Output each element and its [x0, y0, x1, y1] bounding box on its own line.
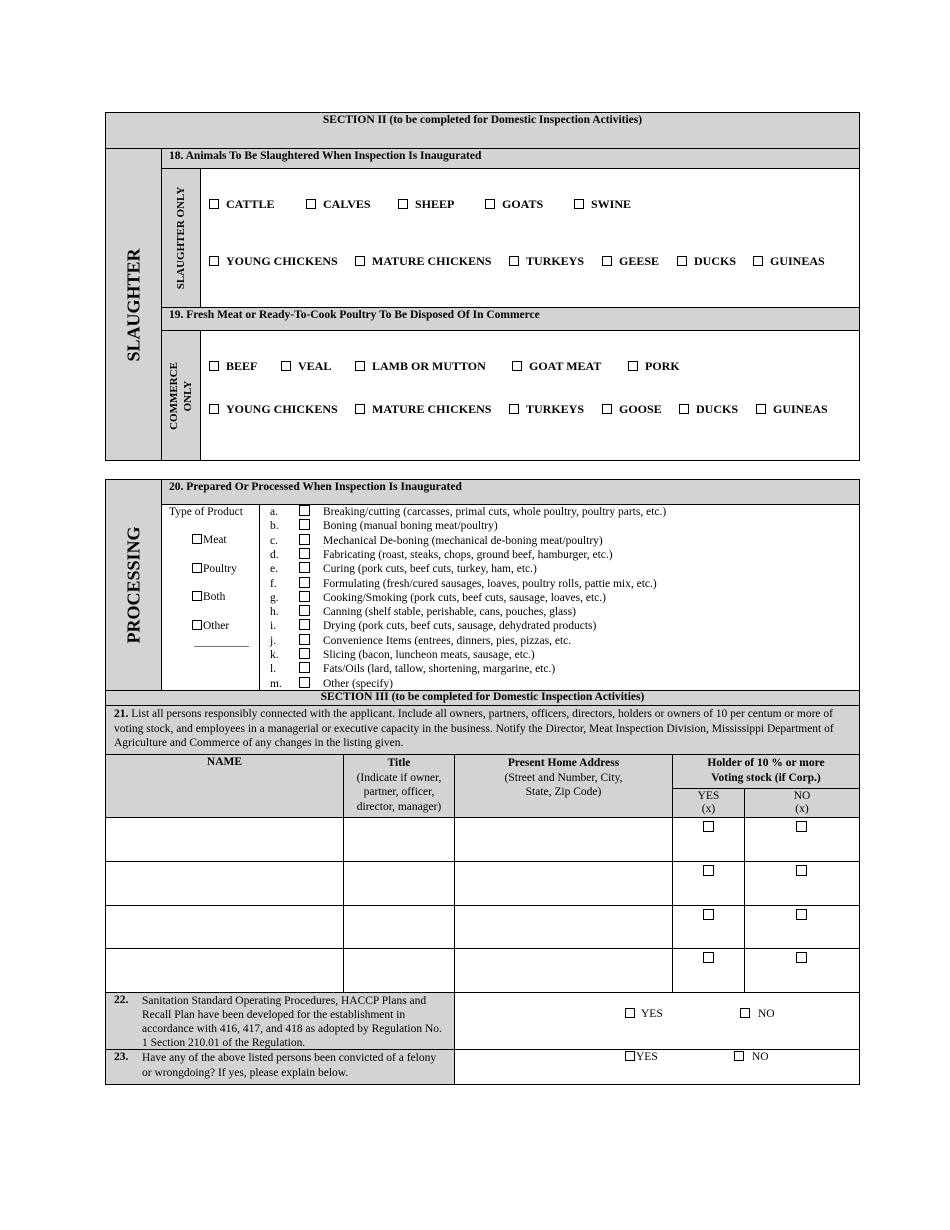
process-item-label: Drying (pork cuts, beef cuts, sausage, dehydrated products) — [323, 620, 597, 633]
col-no-cell — [745, 790, 859, 816]
checkbox[interactable] — [306, 199, 316, 209]
process-item[interactable] — [270, 534, 603, 547]
processing-label: PROCESSING — [123, 526, 143, 644]
slaughter-sidebar — [105, 148, 162, 461]
option-young-chickens[interactable] — [209, 254, 338, 269]
col-no-label: NO — [793, 790, 811, 802]
process-item-letter: c. — [270, 534, 278, 547]
type-other[interactable] — [192, 620, 229, 632]
option-label: Other — [203, 620, 230, 632]
option-label: DUCKS — [694, 254, 737, 268]
option-pork[interactable] — [628, 359, 680, 374]
col-yes-label: YES — [697, 790, 720, 802]
checkbox[interactable] — [677, 256, 687, 266]
person-no-cell — [744, 817, 860, 862]
process-item-letter: j. — [270, 634, 277, 647]
person-no-cell — [744, 861, 860, 906]
checkbox[interactable] — [796, 952, 807, 963]
q18-title-bar — [161, 148, 860, 169]
process-item-letter: d. — [270, 548, 279, 561]
q23-yes-option[interactable] — [625, 1051, 658, 1063]
col-name-label: NAME — [206, 756, 243, 768]
q20-title: 20. Prepared Or Processed When Inspection Is Inaugurated — [169, 481, 462, 493]
q19-title-bar — [161, 307, 860, 331]
q19-title: 19. Fresh Meat or Ready-To-Cook Poultry To Be Disposed Of In Commerce — [169, 309, 540, 321]
col-address-label: Present Home Address — [507, 757, 620, 769]
process-item-letter: i. — [270, 620, 277, 633]
option-cattle[interactable] — [209, 197, 274, 212]
option-label: GOAT MEAT — [529, 359, 602, 373]
q19-options-box — [200, 330, 860, 461]
person-name-cell[interactable] — [105, 817, 344, 862]
col-yes-cell — [673, 790, 744, 816]
checkbox[interactable] — [299, 505, 310, 516]
checkbox[interactable] — [703, 821, 714, 832]
checkbox[interactable] — [796, 865, 807, 876]
q23-text: Have any of the above listed persons been convicted of a felony or wrongdoing? If yes, please explain below. — [142, 1052, 437, 1079]
person-title-cell[interactable] — [343, 817, 455, 862]
option-geese[interactable] — [602, 254, 659, 269]
col-yes-header — [672, 788, 745, 818]
slaughter-label: SLAUGHTER — [123, 247, 143, 362]
option-ducks-commerce[interactable] — [679, 402, 738, 417]
checkbox[interactable] — [299, 534, 310, 545]
checkbox[interactable] — [625, 1051, 635, 1061]
col-title-sub: (Indicate if owner, partner, officer, director, manager) — [356, 771, 442, 813]
col-holder-header — [672, 754, 860, 789]
process-item-letter: g. — [270, 591, 279, 604]
process-item-letter: h. — [270, 606, 279, 619]
col-holder-label: Holder of 10 % or more Voting stock (if Corp.) — [707, 757, 825, 784]
q22-answer-box — [454, 992, 860, 1050]
option-label: PORK — [645, 359, 680, 373]
checkbox[interactable] — [299, 662, 310, 673]
process-item[interactable] — [270, 577, 657, 590]
process-item-letter: f. — [270, 577, 277, 590]
option-label: NO — [752, 1051, 769, 1063]
process-item[interactable] — [270, 548, 613, 561]
process-item-label: Convenience Items (entrees, dinners, pies, pizzas, etc. — [323, 634, 572, 647]
process-item-label: Mechanical De-boning (mechanical de-boning meat/poultry) — [323, 534, 603, 547]
q18-title: 18. Animals To Be Slaughtered When Inspection Is Inaugurated — [169, 150, 482, 162]
process-item[interactable] — [270, 591, 606, 604]
checkbox[interactable] — [355, 256, 365, 266]
option-mature-chickens-commerce[interactable] — [355, 402, 491, 417]
q21-instructions-box — [105, 705, 860, 755]
type-of-product-header: Type of Product — [169, 506, 243, 518]
checkbox[interactable] — [355, 404, 365, 414]
person-yes-cell — [672, 861, 745, 906]
option-goats[interactable] — [485, 197, 543, 212]
option-ducks[interactable] — [677, 254, 736, 269]
option-label: TURKEYS — [526, 402, 585, 416]
process-item-label: Cooking/Smoking (pork cuts, beef cuts, sausage, loaves, etc.) — [323, 591, 606, 604]
option-sheep[interactable] — [398, 197, 454, 212]
option-goat-meat[interactable] — [512, 359, 601, 374]
option-label: CALVES — [323, 197, 371, 211]
option-label: MATURE CHICKENS — [372, 402, 492, 416]
checkbox[interactable] — [355, 361, 365, 371]
checkbox[interactable] — [602, 256, 612, 266]
col-title-cell — [344, 756, 454, 814]
option-turkeys-commerce[interactable] — [509, 402, 584, 417]
process-item[interactable] — [270, 519, 498, 532]
person-name-cell[interactable] — [105, 861, 344, 906]
checkbox[interactable] — [281, 361, 291, 371]
process-item[interactable] — [270, 505, 666, 518]
option-label: TURKEYS — [526, 254, 585, 268]
checkbox[interactable] — [192, 563, 202, 573]
process-item-label: Fats/Oils (lard, tallow, shortening, margarine, etc.) — [323, 663, 556, 676]
option-label: GOATS — [502, 197, 544, 211]
option-label: GUINEAS — [773, 402, 828, 416]
person-address-cell[interactable] — [454, 905, 673, 950]
section3-header-bar — [105, 690, 860, 706]
option-label: Poultry — [203, 563, 237, 575]
option-veal[interactable] — [281, 359, 331, 374]
option-lamb-or-mutton[interactable] — [355, 359, 486, 374]
option-label: YOUNG CHICKENS — [226, 402, 338, 416]
col-no-header — [744, 788, 860, 818]
process-item[interactable] — [270, 619, 596, 632]
checkbox[interactable] — [209, 199, 219, 209]
col-address-cell — [455, 756, 672, 800]
person-title-cell[interactable] — [343, 905, 455, 950]
q19-side-label-box — [161, 330, 201, 461]
process-item-label: Boning (manual boning meat/poultry) — [323, 520, 498, 533]
option-young-chickens-commerce[interactable] — [209, 402, 338, 417]
q22-number: 22. — [114, 994, 129, 1006]
checkbox[interactable] — [209, 256, 219, 266]
option-label: BEEF — [226, 359, 258, 373]
process-item-letter: a. — [270, 506, 278, 518]
person-yes-cell — [672, 948, 745, 993]
type-both[interactable] — [192, 591, 225, 603]
processing-sidebar — [105, 479, 162, 691]
process-item[interactable] — [270, 662, 555, 675]
checkbox[interactable] — [192, 591, 202, 601]
col-address-header — [454, 754, 673, 818]
checkbox[interactable] — [192, 620, 202, 630]
type-meat[interactable] — [192, 534, 227, 546]
col-no-x: (x) — [795, 803, 809, 815]
checkbox[interactable] — [703, 952, 714, 963]
option-label: SHEEP — [415, 197, 455, 211]
checkbox[interactable] — [299, 519, 310, 530]
q21-instructions — [106, 706, 859, 751]
checkbox[interactable] — [740, 1008, 750, 1018]
q23-no-option[interactable] — [734, 1051, 769, 1063]
option-label: SWINE — [591, 197, 632, 211]
process-item-letter: m. — [270, 677, 282, 690]
section3-header: SECTION III (to be completed for Domestic Inspection Activities) — [320, 691, 645, 703]
checkbox[interactable] — [625, 1008, 635, 1018]
process-item-letter: k. — [270, 649, 279, 661]
person-name-cell[interactable] — [105, 905, 344, 950]
checkbox[interactable] — [299, 548, 310, 559]
checkbox[interactable] — [485, 199, 495, 209]
option-label: YES — [641, 1008, 663, 1020]
checkbox[interactable] — [299, 562, 310, 573]
checkbox[interactable] — [398, 199, 408, 209]
section2-header: SECTION II (to be completed for Domestic Inspection Activities) — [322, 114, 643, 126]
checkbox[interactable] — [299, 591, 310, 602]
option-label: Both — [203, 591, 226, 603]
option-label: VEAL — [298, 359, 332, 373]
checkbox[interactable] — [299, 577, 310, 588]
q18-side-label: SLAUGHTER ONLY — [175, 186, 187, 290]
q22-text: Sanitation Standard Operating Procedures, HACCP Plans and Recall Plan have been developed for the establishment in accordance with 416, 417, and 418 as adopted by Regulation No. 1 Section 210.01 of the Regulation. — [142, 995, 442, 1049]
option-label: YES — [636, 1051, 658, 1063]
q23-number: 23. — [114, 1051, 129, 1063]
option-label: GUINEAS — [770, 254, 825, 268]
option-beef[interactable] — [209, 359, 257, 374]
person-yes-cell — [672, 905, 745, 950]
option-goose[interactable] — [602, 402, 662, 417]
q20-title-bar — [161, 479, 860, 505]
checkbox[interactable] — [209, 361, 219, 371]
checkbox[interactable] — [796, 909, 807, 920]
checkbox[interactable] — [602, 404, 612, 414]
option-guineas-commerce[interactable] — [756, 402, 828, 417]
col-title-label: Title — [387, 757, 411, 769]
person-name-cell[interactable] — [105, 948, 344, 993]
process-item-label: Formulating (fresh/cured sausages, loaves, poultry rolls, pattie mix, etc.) — [323, 577, 657, 590]
option-label: YOUNG CHICKENS — [226, 254, 338, 268]
option-label: CATTLE — [226, 197, 275, 211]
process-item-label: Breaking/cutting (carcasses, primal cuts, whole poultry, poultry parts, etc.) — [323, 506, 667, 518]
checkbox[interactable] — [299, 634, 310, 645]
option-label: DUCKS — [696, 402, 739, 416]
process-item[interactable] — [270, 605, 576, 618]
type-other-specify-line[interactable] — [194, 646, 249, 647]
person-no-cell — [744, 905, 860, 950]
checkbox[interactable] — [209, 404, 219, 414]
checkbox[interactable] — [574, 199, 584, 209]
person-no-cell — [744, 948, 860, 993]
option-turkeys[interactable] — [509, 254, 584, 269]
checkbox[interactable] — [796, 821, 807, 832]
process-item[interactable] — [270, 634, 571, 647]
q18-side-label-box — [161, 168, 201, 308]
process-item[interactable] — [270, 562, 537, 575]
checkbox[interactable] — [299, 605, 310, 616]
q23-question-box — [105, 1049, 455, 1085]
process-item-label: Other (specify) — [323, 677, 393, 690]
q22-yes-option[interactable] — [625, 1008, 663, 1020]
option-label: NO — [758, 1008, 775, 1020]
checkbox[interactable] — [299, 677, 310, 688]
process-item-letter: l. — [270, 663, 277, 676]
checkbox[interactable] — [299, 619, 310, 630]
option-calves[interactable] — [306, 197, 371, 212]
col-yes-x: (x) — [701, 803, 716, 815]
checkbox[interactable] — [703, 909, 714, 920]
col-address-sub: (Street and Number, City, State, Zip Code) — [504, 771, 623, 798]
checkbox[interactable] — [192, 534, 202, 544]
person-yes-cell — [672, 817, 745, 862]
option-guineas[interactable] — [753, 254, 825, 269]
option-label: LAMB OR MUTTON — [372, 359, 486, 373]
checkbox[interactable] — [299, 648, 310, 659]
person-title-cell[interactable] — [343, 861, 455, 906]
option-swine[interactable] — [574, 197, 631, 212]
person-address-cell[interactable] — [454, 817, 673, 862]
option-label: Meat — [203, 534, 227, 546]
process-item-label: Slicing (bacon, luncheon meats, sausage, etc.) — [323, 649, 535, 661]
col-name-header — [105, 754, 344, 818]
process-item-label: Curing (pork cuts, beef cuts, turkey, ham, etc.) — [323, 563, 537, 576]
option-label: GEESE — [619, 254, 660, 268]
process-item-letter: e. — [270, 563, 278, 576]
q18-options-box — [200, 168, 860, 308]
checkbox[interactable] — [679, 404, 689, 414]
process-item-label: Fabricating (roast, steaks, chops, ground beef, hamburger, etc.) — [323, 548, 613, 561]
type-poultry[interactable] — [192, 563, 237, 575]
q19-side-label: COMMERCE ONLY — [168, 361, 194, 430]
q21-text: List all persons responsibly connected with the applicant. Include all owners, partners, officers, directors, holders or owners of 10 per centum or more of voting stock, and employees in a managerial or executive capacity in the business. Notify the Director, Meat Inspection Division, Mississippi Department of Agriculture and Commerce of any changes in the listing given. — [114, 708, 834, 749]
checkbox[interactable] — [509, 256, 519, 266]
q22-question-box — [105, 992, 455, 1050]
option-label: GOOSE — [619, 402, 662, 416]
person-address-cell[interactable] — [454, 948, 673, 993]
option-mature-chickens[interactable] — [355, 254, 491, 269]
checkbox[interactable] — [512, 361, 522, 371]
checkbox[interactable] — [628, 361, 638, 371]
checkbox[interactable] — [509, 404, 519, 414]
checkbox[interactable] — [753, 256, 763, 266]
checkbox[interactable] — [703, 865, 714, 876]
person-address-cell[interactable] — [454, 861, 673, 906]
process-item[interactable] — [270, 677, 393, 690]
process-item-label: Canning (shelf stable, perishable, cans, pouches, glass) — [323, 606, 576, 619]
section2-header-bar — [105, 112, 860, 149]
process-item-letter: b. — [270, 520, 279, 533]
checkbox[interactable] — [756, 404, 766, 414]
q21-number: 21. — [114, 708, 129, 720]
checkbox[interactable] — [734, 1051, 744, 1061]
option-label: MATURE CHICKENS — [372, 254, 492, 268]
person-title-cell[interactable] — [343, 948, 455, 993]
process-item[interactable] — [270, 648, 535, 661]
q22-no-option[interactable] — [740, 1008, 775, 1020]
col-title-header — [343, 754, 455, 818]
